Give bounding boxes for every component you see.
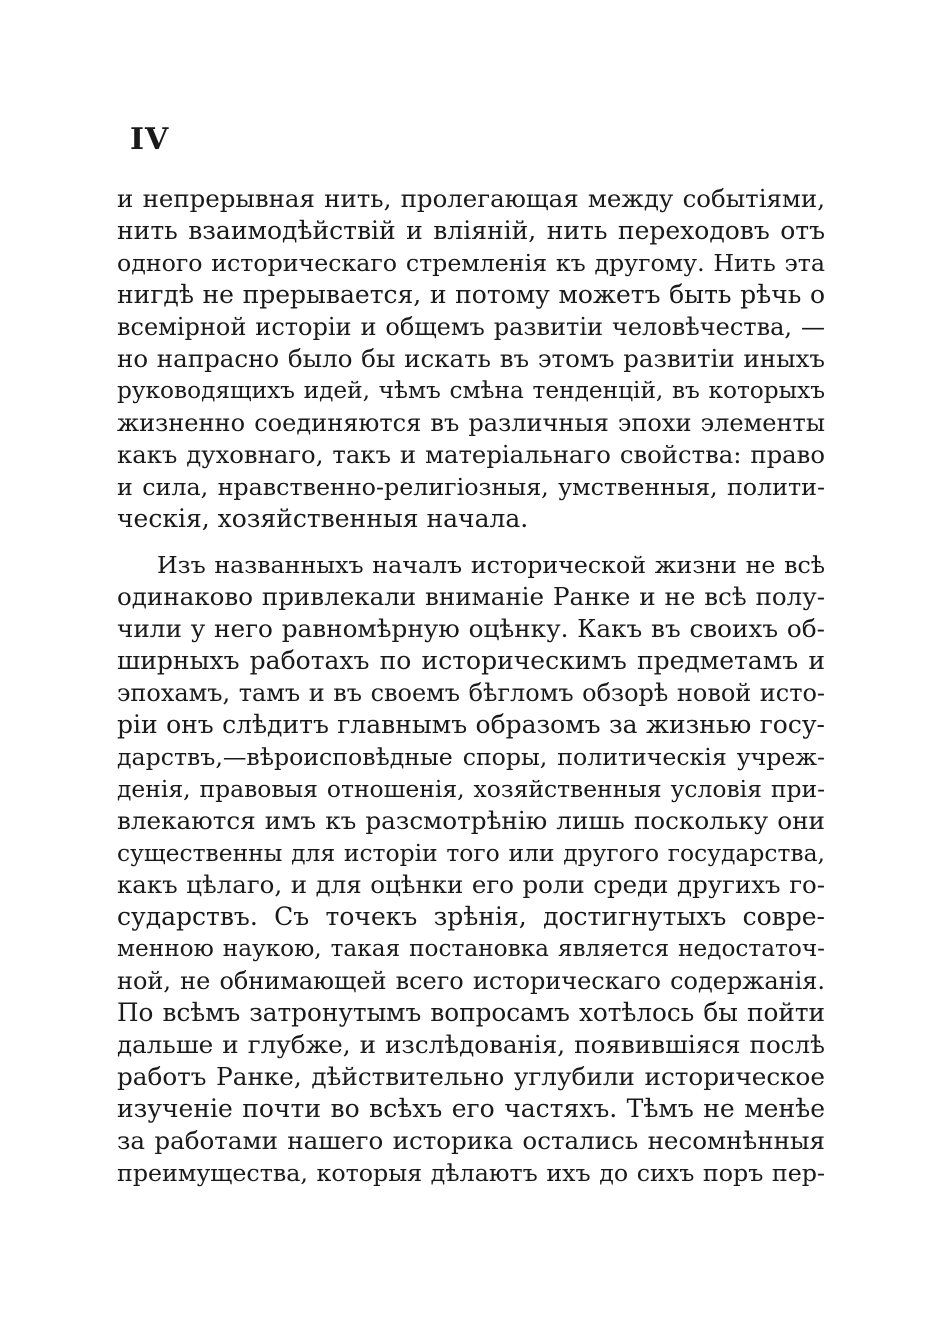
text-line: существенны для исторiи того или другого государства, — [117, 839, 825, 867]
paragraph-2 — [117, 549, 825, 1189]
text-line: жизненно соединяются въ различныя эпохи элементы — [117, 409, 825, 437]
text-line: рiи онъ слѣдитъ главнымъ образомъ за жизнью госу- — [117, 710, 825, 739]
paragraph-1 — [117, 183, 825, 535]
text-line: По всѣмъ затронутымъ вопросамъ хотѣлось бы пойти — [117, 998, 825, 1027]
text-line: ширныхъ работахъ по историческимъ предметамъ и — [117, 646, 825, 675]
text-line: менною наукою, такая постановка является недостаточ- — [117, 935, 825, 962]
text-line: преимущества, которыя дѣлаютъ ихъ до сихъ поръ пер- — [117, 1159, 825, 1187]
text-line: работъ Ранке, дѣйствительно углубили историческое — [117, 1062, 825, 1091]
text-line: за работами нашего историка остались несомнѣнныя — [117, 1126, 825, 1155]
text-line: эпохамъ, тамъ и въ своемъ бѣгломъ обзорѣ новой исто- — [117, 679, 825, 707]
text-line: одинаково привлекали вниманiе Ранке и не всѣ полу- — [117, 582, 825, 611]
text-line: чили у него равномѣрную оцѣнку. Какъ въ своихъ об- — [117, 614, 825, 643]
text-line: и сила, нравственно-религiозныя, умственныя, полити- — [117, 473, 825, 501]
text-line: одного историческаго стремленiя къ другому. Нить эта — [117, 249, 825, 277]
text-line: нигдѣ не прерывается, и потому можетъ быть рѣчь о — [117, 280, 825, 309]
text-line: ной, не обнимающей всего историческаго содержанiя. — [117, 967, 825, 995]
text-line: сударствъ. Съ точекъ зрѣнiя, достигнутыхъ совре- — [117, 902, 825, 931]
text-line: дарствъ,—вѣроисповѣдные споры, политическiя учреж- — [117, 743, 825, 771]
text-line: изученiе почти во всѣхъ его частяхъ. Тѣмъ не менѣе — [117, 1094, 825, 1123]
text-line: Изъ названныхъ началъ исторической жизни не всѣ — [157, 551, 825, 579]
text-line: нить взаимодѣйствiй и влiянiй, нить переходовъ отъ — [117, 216, 825, 245]
text-line: всемiрной исторiи и общемъ развитiи человѣчества, — — [117, 313, 825, 341]
text-line: какъ цѣлаго, и для оцѣнки его роли среди другихъ го- — [117, 870, 825, 899]
text-line: но напрасно было бы искать въ этомъ развитiи иныхъ — [117, 344, 825, 373]
text-line: руководящихъ идей, чѣмъ смѣна тенденцiй, въ которыхъ — [117, 377, 825, 404]
text-line: дальше и глубже, и изслѣдованiя, появившiяся послѣ — [117, 1030, 825, 1059]
text-line: влекаются имъ къ разсмотрѣнiю лишь поскольку они — [117, 806, 825, 835]
text-line: денiя, правовыя отношенiя, хозяйственныя условiя при- — [117, 775, 825, 803]
text-line: ческiя, хозяйственныя начала. — [117, 504, 529, 533]
text-line: и непрерывная нить, пролегающая между событiями, — [117, 184, 825, 213]
page-number: IV — [130, 122, 170, 157]
text-line: какъ духовнаго, такъ и матерiальнаго свойства: право — [117, 440, 825, 469]
